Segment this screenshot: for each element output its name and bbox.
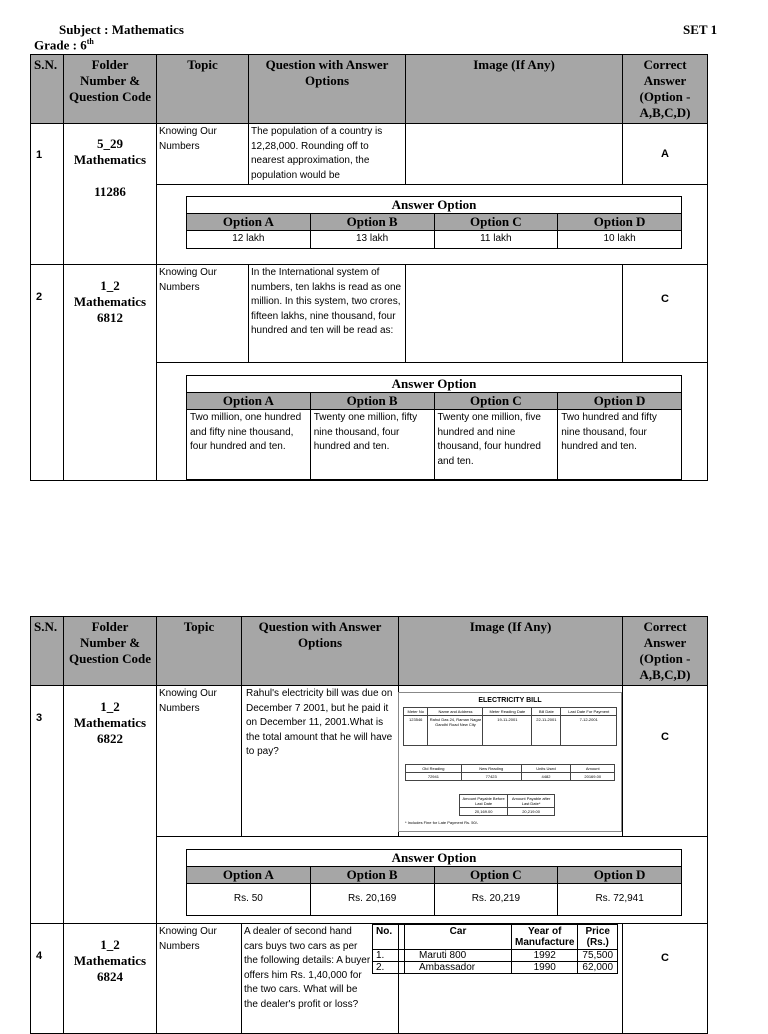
bill-cell: 20,169.00 xyxy=(460,808,508,816)
topic-cell: Knowing Our Numbers xyxy=(157,924,242,1034)
folder-number: 5_29 xyxy=(97,136,123,151)
cars-header: No. xyxy=(373,925,405,950)
image-cell xyxy=(399,686,623,837)
col-image: Image (If Any) xyxy=(399,617,623,686)
question-code: 6824 xyxy=(97,969,123,984)
sn-cell: 2 xyxy=(31,265,64,481)
question-code: 6812 xyxy=(97,310,123,325)
topic-cell: Knowing Our Numbers xyxy=(157,686,242,837)
bill-header: Name and Address xyxy=(428,708,483,716)
folder-number: 1_2 xyxy=(100,699,120,714)
table-row xyxy=(31,686,708,837)
bill-cell: 7-12-2001 xyxy=(561,716,617,746)
option-b-value: Twenty one million, fifty nine thousand, four hundred and ten. xyxy=(310,410,434,480)
bill-title: ELECTRICITY BILL xyxy=(478,697,542,704)
topic-cell: Knowing Our Numbers xyxy=(157,124,249,185)
option-d-value: Rs. 72,941 xyxy=(558,884,682,916)
answer-option-title: Answer Option xyxy=(187,197,682,214)
cars-header: Price (Rs.) xyxy=(578,925,618,950)
option-d-value: 10 lakh xyxy=(558,231,682,249)
bill-header: Units Used xyxy=(521,765,571,773)
cars-cell: 1. xyxy=(373,950,405,962)
bill-cell: 20169.00 xyxy=(571,773,615,781)
col-sn: S.N. xyxy=(31,617,64,686)
col-answer: Correct Answer (Option - A,B,C,D) xyxy=(623,617,708,686)
sn-cell: 1 xyxy=(31,124,64,265)
cars-cell: 75,500 xyxy=(578,950,618,962)
option-a-value: Rs. 50 xyxy=(187,884,311,916)
image-cell xyxy=(406,265,623,363)
sn-cell: 4 xyxy=(31,924,64,1034)
col-question: Question with Answer Options xyxy=(249,55,406,124)
electricity-bill-image xyxy=(398,692,622,832)
col-image: Image (If Any) xyxy=(406,55,623,124)
cars-cell: 1990 xyxy=(512,962,578,974)
bill-table-3 xyxy=(459,794,555,816)
option-a-value: 12 lakh xyxy=(187,231,311,249)
folder-cell xyxy=(64,924,157,1034)
set-label: SET 1 xyxy=(683,22,718,37)
option-b-header: Option B xyxy=(310,867,434,884)
answer-cell: C xyxy=(623,686,708,837)
topic-cell: Knowing Our Numbers xyxy=(157,265,249,363)
col-folder: Folder Number & Question Code xyxy=(64,617,157,686)
option-b-value: 13 lakh xyxy=(310,231,434,249)
answer-options-table xyxy=(186,849,682,916)
bill-header: New Reading xyxy=(461,765,521,773)
bill-cell: 123546 xyxy=(404,716,428,746)
cars-table xyxy=(372,924,618,974)
col-topic: Topic xyxy=(157,55,249,124)
option-c-header: Option C xyxy=(434,214,558,231)
option-c-value: Rs. 20,219 xyxy=(434,884,558,916)
answer-options-cell xyxy=(157,185,708,265)
option-a-header: Option A xyxy=(187,867,311,884)
col-topic: Topic xyxy=(157,617,242,686)
bill-cell: Rahul Das 24, Raman Nagar Gandhi Road New City xyxy=(428,716,483,746)
folder-cell xyxy=(64,265,157,481)
answer-options-cell xyxy=(157,837,708,924)
option-d-header: Option D xyxy=(558,867,682,884)
option-c-value: 11 lakh xyxy=(434,231,558,249)
option-b-header: Option B xyxy=(310,393,434,410)
table-header-row xyxy=(31,617,708,686)
questions-table-1 xyxy=(30,54,708,481)
questions-table-2 xyxy=(30,616,708,1034)
bill-cell: 72941 xyxy=(406,773,462,781)
sn-cell: 3 xyxy=(31,686,64,924)
option-c-header: Option C xyxy=(434,867,558,884)
answer-option-title: Answer Option xyxy=(187,376,682,393)
subject-label: Subject : Mathematics xyxy=(59,22,184,37)
answer-options-cell xyxy=(157,363,708,481)
table-row xyxy=(31,265,708,363)
answer-cell: A xyxy=(623,124,708,185)
option-d-header: Option D xyxy=(558,393,682,410)
answer-option-title: Answer Option xyxy=(187,850,682,867)
grade-text: Grade : 6 xyxy=(34,37,87,53)
question-code: 6822 xyxy=(97,731,123,746)
option-b-header: Option B xyxy=(310,214,434,231)
question-cell: Rahul's electricity bill was due on December 7 2001, but he paid it on December 11, 2001.What is the total amount that he will have to pay? xyxy=(242,686,399,837)
option-a-header: Option A xyxy=(187,393,311,410)
bill-header: Amount Payable Before Last Date xyxy=(460,795,508,808)
folder-subject: Mathematics xyxy=(73,953,147,968)
bill-note: * Includes Fine for Late Payment Rs. 50/- xyxy=(405,820,479,825)
option-c-header: Option C xyxy=(434,393,558,410)
answer-cell: C xyxy=(623,924,708,1034)
image-cell xyxy=(376,924,623,1034)
col-answer: Correct Answer (Option - A,B,C,D) xyxy=(623,55,708,124)
folder-number: 1_2 xyxy=(100,278,120,293)
grade-superscript: th xyxy=(86,37,94,46)
col-sn: S.N. xyxy=(31,55,64,124)
question-cell: The population of a country is 12,28,000. Rounding off to nearest approximation, the population would be xyxy=(249,124,406,185)
answer-options-table xyxy=(186,375,682,480)
folder-number: 1_2 xyxy=(100,937,120,952)
table-row xyxy=(31,924,708,1034)
option-a-header: Option A xyxy=(187,214,311,231)
folder-cell xyxy=(64,124,157,265)
bill-header: Amount Payable after Last Date* xyxy=(508,795,555,808)
table-header-row xyxy=(31,55,708,124)
cars-cell: Ambassador xyxy=(405,962,512,974)
bill-table-1 xyxy=(403,707,617,746)
cars-cell: 1992 xyxy=(512,950,578,962)
bill-cell: 19-11-2001 xyxy=(483,716,532,746)
question-cell: In the International system of numbers, ten lakhs is read as one million. In this system, two crores, fifteen lakhs, nine thousand, four hundred and ten will be read as: xyxy=(249,265,406,363)
answer-options-table xyxy=(186,196,682,249)
option-d-header: Option D xyxy=(558,214,682,231)
bill-cell: 20,219.00 xyxy=(508,808,555,816)
bill-cell: 22-11-2001 xyxy=(532,716,561,746)
bill-header: Amount xyxy=(571,765,615,773)
folder-subject: Mathematics xyxy=(73,715,147,730)
cars-header: Year of Manufacture xyxy=(512,925,578,950)
bill-cell: 4482 xyxy=(521,773,571,781)
question-text: A dealer of second hand cars buys two cars as per the following details: A buyer offers him Rs. 1,40,000 for the two cars. What will be the dealer's profit or loss? xyxy=(244,926,371,1010)
cars-cell: 62,000 xyxy=(578,962,618,974)
bill-header: Bill Date xyxy=(532,708,561,716)
bill-header: Last Date For Payment xyxy=(561,708,617,716)
folder-subject: Mathematics xyxy=(73,294,147,309)
bill-header: Meter Reading Date xyxy=(483,708,532,716)
bill-table-2 xyxy=(405,764,615,781)
cars-header: Car xyxy=(405,925,512,950)
bill-header: Old Reading xyxy=(406,765,462,773)
bill-header: Meter No xyxy=(404,708,428,716)
option-a-value: Two million, one hundred and fifty nine thousand, four hundred and ten. xyxy=(187,410,311,480)
cars-cell: 2. xyxy=(373,962,405,974)
folder-subject: Mathematics xyxy=(73,152,147,167)
bill-cell: 77423 xyxy=(461,773,521,781)
table-row xyxy=(31,124,708,185)
col-folder: Folder Number & Question Code xyxy=(64,55,157,124)
option-c-value: Twenty one million, five hundred and nine thousand, four hundred and ten. xyxy=(434,410,558,480)
answer-cell: C xyxy=(623,265,708,363)
image-cell xyxy=(406,124,623,185)
grade-label xyxy=(34,37,94,53)
folder-cell xyxy=(64,686,157,924)
option-b-value: Rs. 20,169 xyxy=(310,884,434,916)
col-question: Question with Answer Options xyxy=(242,617,399,686)
cars-cell: Maruti 800 xyxy=(405,950,512,962)
question-code: 11286 xyxy=(94,184,126,199)
option-d-value: Two hundred and fifty nine thousand, four hundred and ten. xyxy=(558,410,682,480)
